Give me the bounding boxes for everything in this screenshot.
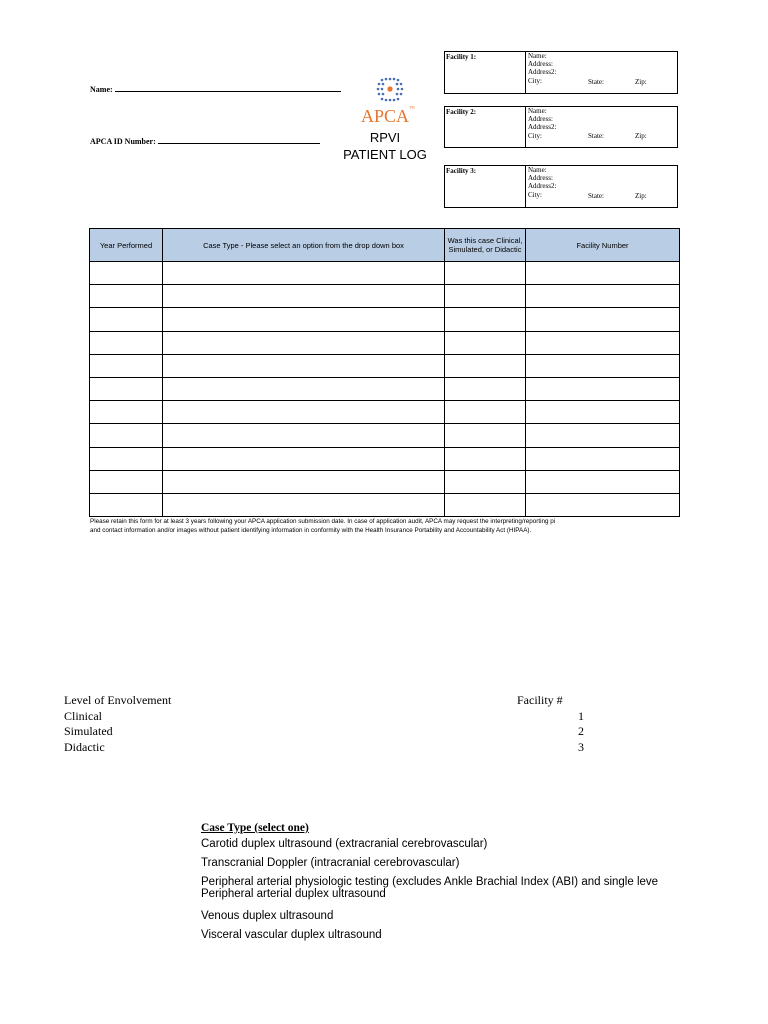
table-row (90, 493, 680, 516)
notice-line-1: Please retain this form for at least 3 years following your APCA application submission date. In case of application audit, APCA may request the interpreting/reporting pi (90, 518, 556, 525)
case-category-cell[interactable] (445, 401, 526, 424)
facility-3-fields (525, 166, 556, 207)
facility-3-label: Facility 3: (446, 167, 477, 175)
facility-number-cell[interactable] (526, 354, 680, 377)
table-row (90, 470, 680, 493)
table-row (90, 424, 680, 447)
facility-2-fields (525, 107, 556, 147)
table-row (90, 308, 680, 331)
facility-3-city: City: (528, 190, 543, 199)
facility-1-address: Address: (528, 60, 553, 69)
title-line-2: PATIENT LOG (343, 147, 427, 162)
level-item-simulated: Simulated (64, 724, 113, 738)
table-row (90, 377, 680, 400)
facility-3-zip: Zip: (635, 192, 647, 200)
level-item-clinical: Clinical (64, 708, 102, 723)
facility-3-address2: Address2: (528, 182, 557, 191)
name-underline (115, 91, 341, 92)
table-row (90, 354, 680, 377)
facility-number-cell[interactable] (526, 401, 680, 424)
facility-1-address2: Address2: (528, 68, 557, 77)
year-cell[interactable] (90, 401, 163, 424)
apca-id-underline (158, 143, 320, 144)
name-field[interactable] (90, 85, 341, 94)
facility-2-address2: Address2: (528, 123, 557, 132)
facility-number-cell[interactable] (526, 447, 680, 470)
facility-2-address: Address: (528, 115, 553, 124)
year-cell[interactable] (90, 447, 163, 470)
notice-line-2: and contact information and/or images without patient identifying information in conformity with the Health Insurance Portability and Accountability Act (HIPAA). (90, 527, 532, 534)
case-category-cell[interactable] (445, 331, 526, 354)
facility-number-cell[interactable] (526, 377, 680, 400)
logo-text: APCA (361, 106, 410, 126)
facility-number-cell[interactable] (526, 262, 680, 285)
level-header: Level of Envolvement (64, 693, 172, 707)
case-type-item: Venous duplex ultrasound (201, 910, 334, 922)
case-category-cell[interactable] (445, 424, 526, 447)
header-facility-number: Facility Number (526, 229, 680, 262)
case-category-cell[interactable] (445, 493, 526, 516)
year-cell[interactable] (90, 285, 163, 308)
table-row (90, 331, 680, 354)
header-case-type: Case Type - Please select an option from the drop down box (163, 229, 445, 262)
facility-2-label: Facility 2: (446, 108, 477, 116)
year-cell[interactable] (90, 424, 163, 447)
case-type-cell[interactable] (163, 308, 445, 331)
case-type-list (201, 821, 698, 945)
table-row (90, 401, 680, 424)
case-type-item: Peripheral arterial duplex ultrasound (201, 888, 386, 900)
facility-number-cell[interactable] (526, 331, 680, 354)
apca-emblem-icon (368, 76, 412, 106)
case-type-item: Transcranial Doppler (intracranial cerebrovascular) (201, 857, 460, 869)
facility-2-box[interactable] (444, 106, 678, 148)
year-cell[interactable] (90, 262, 163, 285)
year-cell[interactable] (90, 493, 163, 516)
case-type-cell[interactable] (163, 354, 445, 377)
patient-log-table (89, 228, 680, 517)
case-category-cell[interactable] (445, 447, 526, 470)
facility-2-zip: Zip: (635, 132, 647, 140)
facility-1-box[interactable] (444, 51, 678, 94)
facility-3-state: State: (588, 192, 604, 200)
retention-notice (90, 517, 678, 535)
facility-3-address: Address: (528, 174, 553, 183)
facility-number-3: 3 (578, 739, 584, 754)
apca-logo (361, 76, 416, 126)
facility-number-cell[interactable] (526, 424, 680, 447)
apca-id-label: APCA ID Number: (90, 137, 156, 146)
level-item-didactic: Didactic (64, 739, 105, 754)
facility-number-cell[interactable] (526, 493, 680, 516)
facility-number-cell[interactable] (526, 470, 680, 493)
facility-number-list (578, 709, 584, 756)
facility-1-city: City: (528, 76, 543, 85)
level-list (64, 693, 171, 755)
facility-1-label: Facility 1: (446, 53, 477, 61)
case-type-item: Carotid duplex ultrasound (extracranial cerebrovascular) (201, 838, 488, 850)
case-category-cell[interactable] (445, 262, 526, 285)
year-cell[interactable] (90, 308, 163, 331)
case-type-item: Visceral vascular duplex ultrasound (201, 929, 382, 941)
header-year-performed: Year Performed (90, 229, 163, 262)
case-category-cell[interactable] (445, 285, 526, 308)
case-category-cell[interactable] (445, 308, 526, 331)
facility-2-city: City: (528, 131, 543, 140)
facility-number-cell[interactable] (526, 308, 680, 331)
facility-1-state: State: (588, 78, 604, 86)
case-category-cell[interactable] (445, 470, 526, 493)
case-type-cell[interactable] (163, 401, 445, 424)
facility-2-state: State: (588, 132, 604, 140)
year-cell[interactable] (90, 377, 163, 400)
title-line-1: RPVI (369, 130, 401, 145)
facility-3-box[interactable] (444, 165, 678, 208)
table-row (90, 447, 680, 470)
header-case-category: Was this case Clinical, Simulated, or Didactic (445, 229, 526, 262)
case-type-cell[interactable] (163, 424, 445, 447)
table-row (90, 262, 680, 285)
case-category-cell[interactable] (445, 377, 526, 400)
case-type-cell[interactable] (163, 447, 445, 470)
case-type-cell[interactable] (163, 493, 445, 516)
table-body (90, 262, 680, 517)
case-type-cell[interactable] (163, 331, 445, 354)
facility-number-cell[interactable] (526, 285, 680, 308)
year-cell[interactable] (90, 470, 163, 493)
case-category-cell[interactable] (445, 354, 526, 377)
facility-number-2: 2 (578, 724, 584, 738)
apca-id-field[interactable] (90, 137, 320, 146)
year-cell[interactable] (90, 331, 163, 354)
facility-number-header: Facility # (517, 693, 563, 707)
table-row (90, 285, 680, 308)
logo-tm: ™ (409, 106, 415, 112)
case-type-cell[interactable] (163, 470, 445, 493)
facility-1-name: Name: (528, 52, 547, 60)
year-cell[interactable] (90, 354, 163, 377)
name-label: Name: (90, 85, 113, 94)
page-title (330, 129, 440, 163)
case-type-cell[interactable] (163, 377, 445, 400)
case-type-cell[interactable] (163, 262, 445, 285)
facility-3-name: Name: (528, 166, 547, 174)
facility-1-zip: Zip: (635, 78, 647, 86)
case-type-item: Peripheral arterial physiologic testing (excludes Ankle Brachial Index (ABI) and single leve (201, 876, 659, 888)
case-type-cell[interactable] (163, 285, 445, 308)
case-type-header: Case Type (select one) (201, 822, 309, 834)
table-header-row (90, 229, 680, 262)
facility-2-name: Name: (528, 107, 547, 115)
facility-1-fields (525, 52, 556, 93)
facility-number-1: 1 (578, 708, 584, 723)
